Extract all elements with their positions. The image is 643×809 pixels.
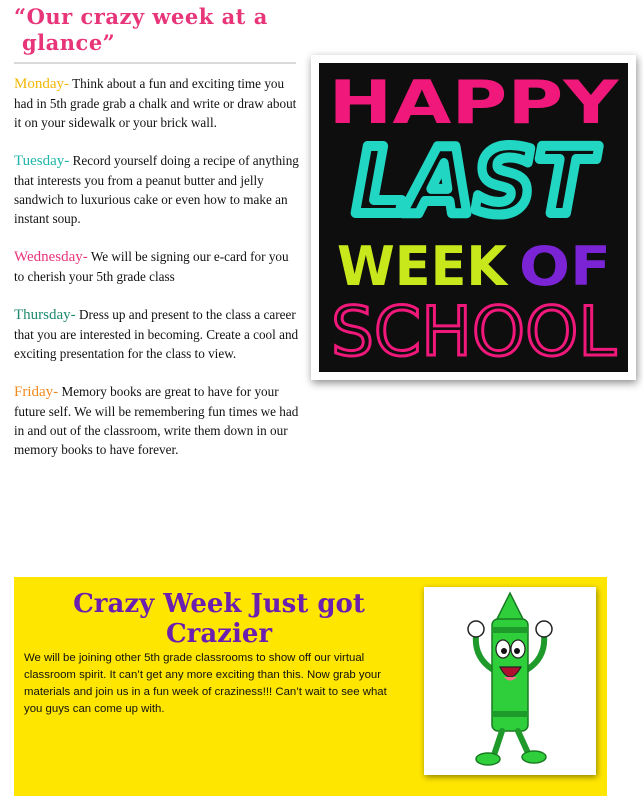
day-name: Tuesday- xyxy=(14,153,70,169)
poster-graphic xyxy=(319,63,628,372)
day-name: Friday- xyxy=(14,384,59,400)
crayon-mascot-icon xyxy=(424,587,596,775)
banner-description: We will be joining other 5th grade classrooms to show off our virtual classroom spirit. It can’t get any more exciting than this. Now grab your materials and join us in a fun week of craziness!!! Can’t wait to see what you guys can come up with. xyxy=(24,652,387,715)
banner-title xyxy=(34,589,404,649)
crazy-week-banner xyxy=(14,577,607,796)
title-divider xyxy=(14,62,296,64)
day-name: Thursday- xyxy=(14,307,76,323)
last-week-poster xyxy=(311,55,636,380)
page-title-line-2: glance” xyxy=(22,30,116,55)
week-schedule xyxy=(14,74,299,478)
day-item-thursday xyxy=(14,305,299,363)
day-description: Record yourself doing a recipe of anything that interests you from a peanut butter and jelly sandwich to luxurious cake or even how to make an instant soup. xyxy=(14,153,299,226)
day-description: Memory books are great to have for your future self. We will be remembering fun times we had in and out of the classroom, write them down in our memory books to have forever. xyxy=(14,384,299,457)
day-name: Monday- xyxy=(14,76,69,92)
day-item-wednesday xyxy=(14,247,299,286)
day-item-friday xyxy=(14,382,299,459)
day-item-tuesday xyxy=(14,151,299,228)
banner-title-line-2: Crazier xyxy=(165,619,273,649)
banner-title-line-1: Crazy Week Just got xyxy=(73,589,365,619)
poster-line-of: OF xyxy=(519,235,611,298)
poster-image xyxy=(319,63,628,372)
day-description: Think about a fun and exciting time you had in 5th grade grab a chalk and write or draw about it on your sidewalk or your brick wall. xyxy=(14,76,297,130)
page-title xyxy=(14,4,314,56)
day-description: We will be signing our e-card for you to cherish your 5th grade class xyxy=(14,249,289,284)
poster-line-happy: HAPPY xyxy=(328,68,621,138)
poster-line-school: SCHOOL xyxy=(331,293,617,372)
day-description: Dress up and present to the class a career that you are interested in becoming. Create a cool and exciting presentation for the class to view. xyxy=(14,307,299,361)
poster-line-week: WEEK xyxy=(337,235,510,298)
day-name: Wednesday- xyxy=(14,249,88,265)
day-item-monday xyxy=(14,74,299,132)
page-title-line-1: “Our crazy week at a xyxy=(14,4,268,29)
crayon-mascot-frame xyxy=(424,587,596,775)
poster-line-last: LAST xyxy=(353,128,600,235)
